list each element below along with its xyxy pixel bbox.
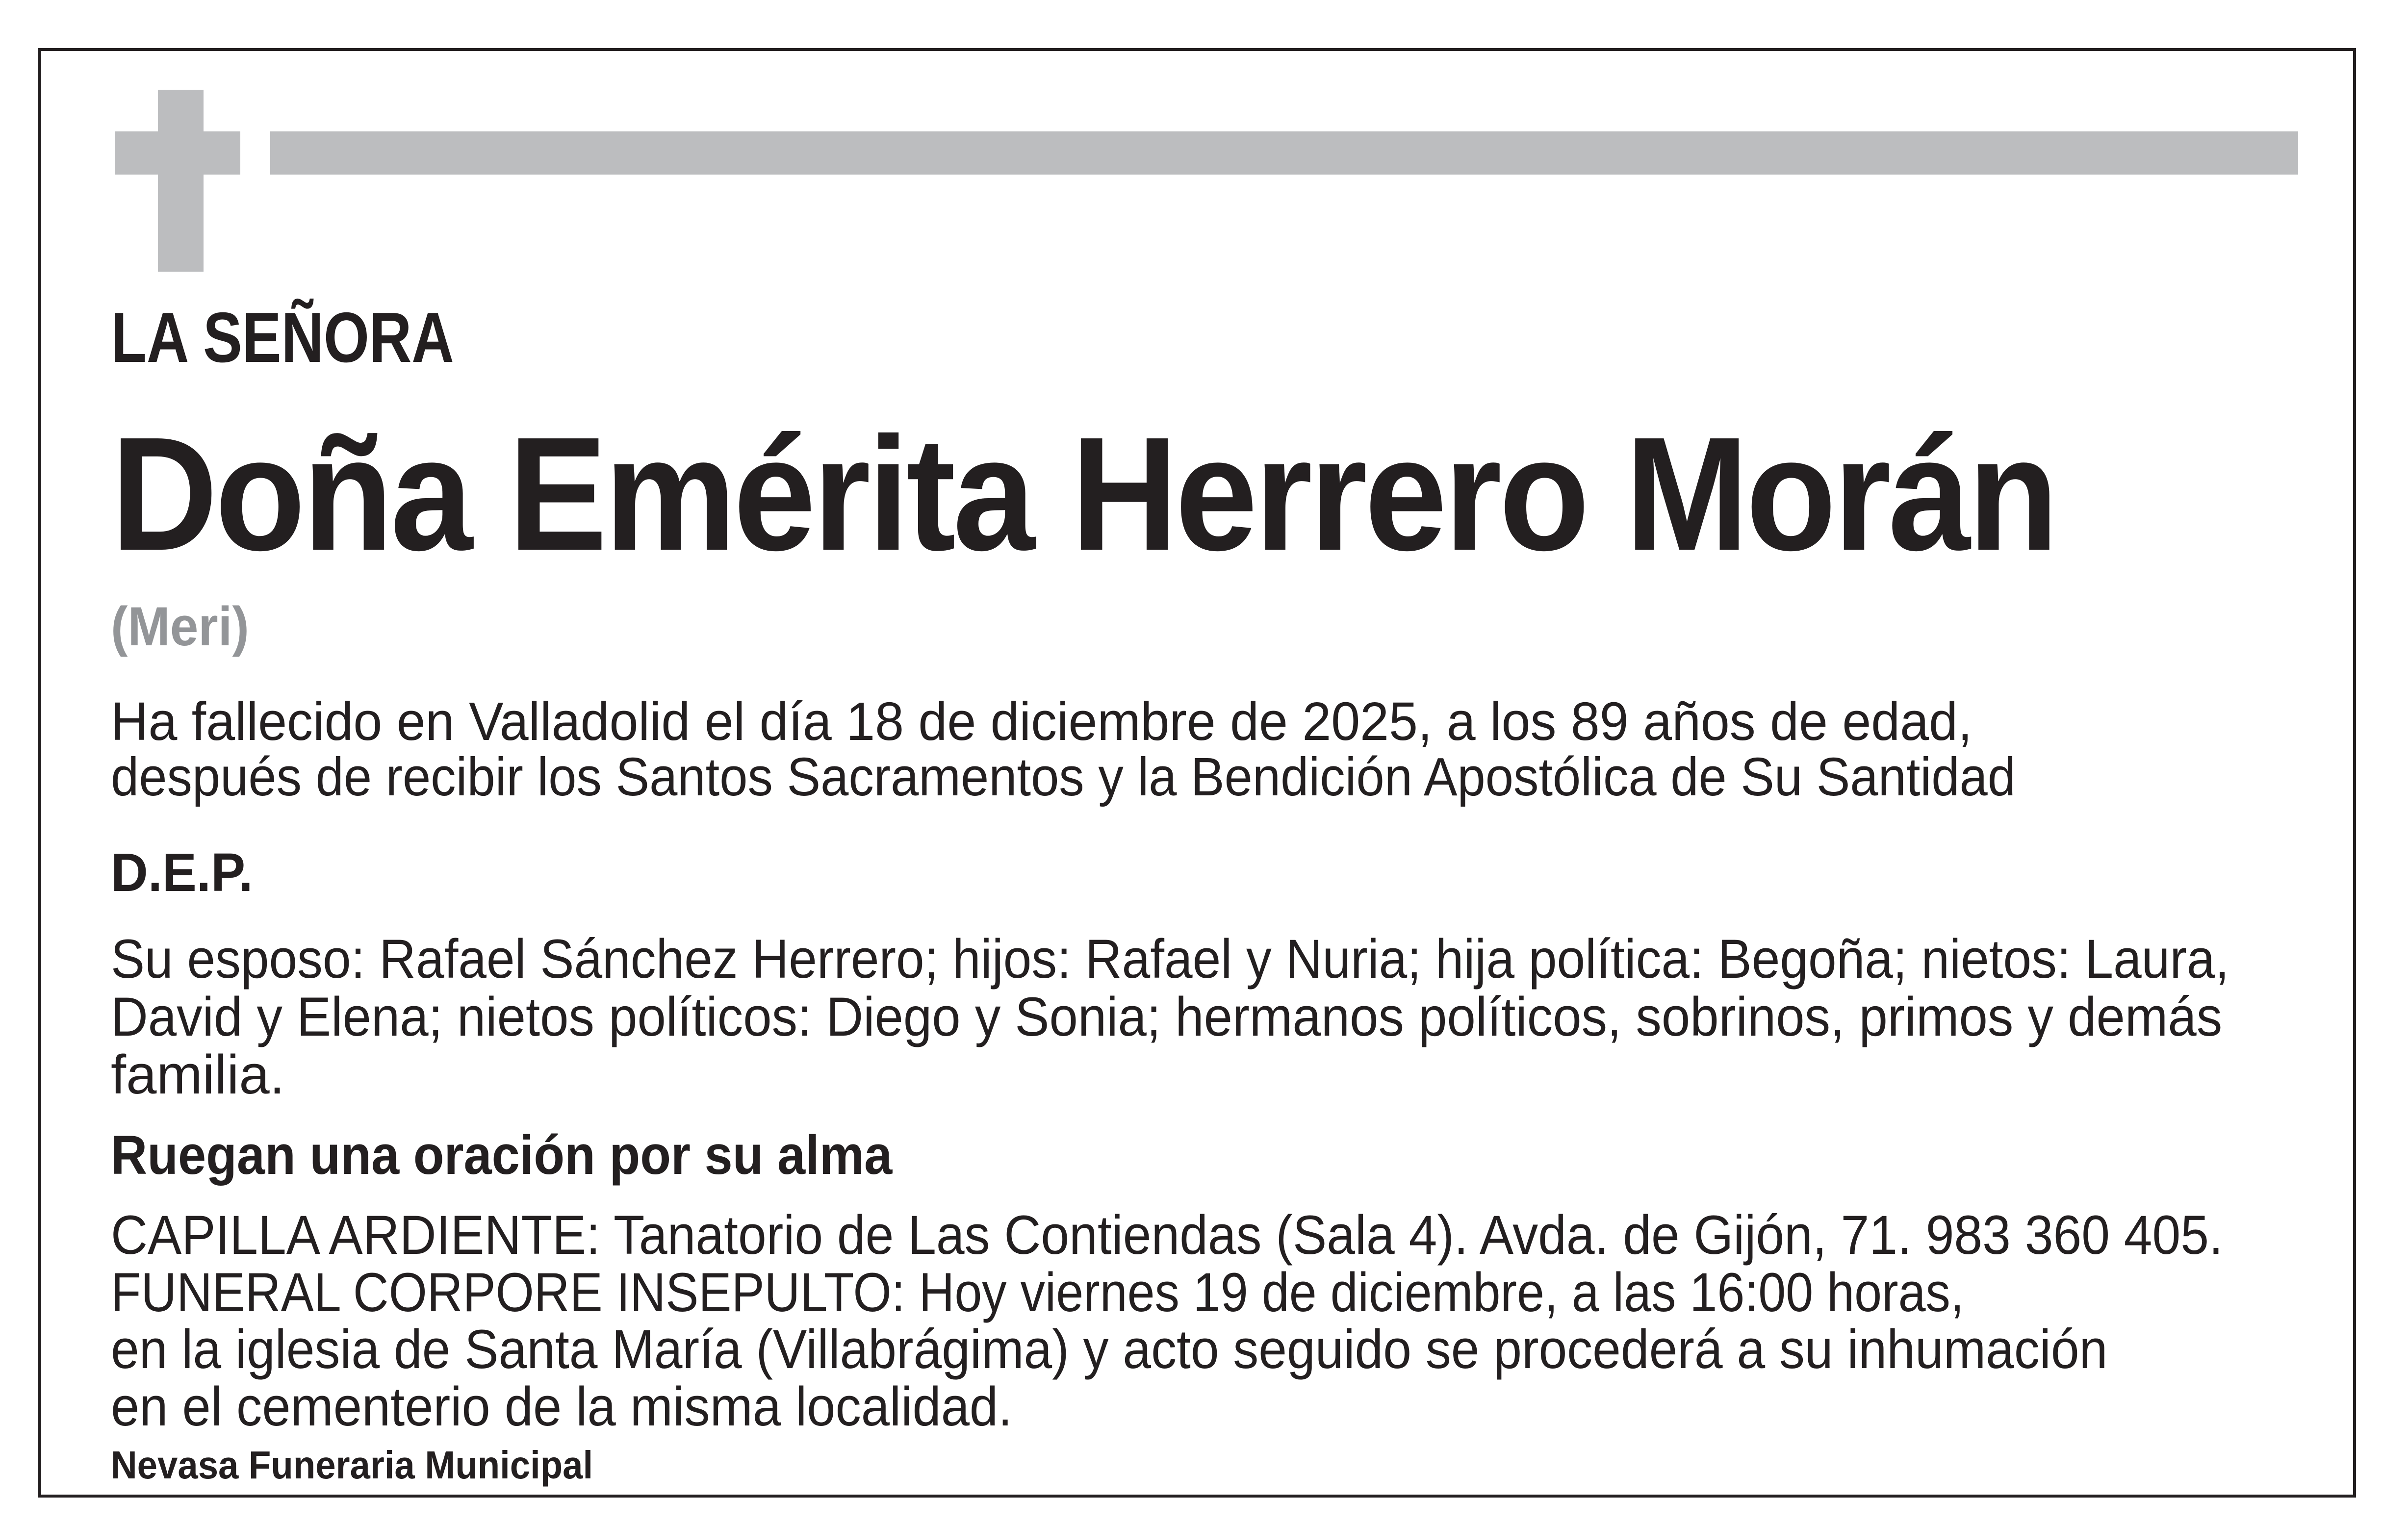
rip-label: D.E.P. — [111, 842, 253, 903]
cross-vertical-bar — [158, 90, 204, 272]
arrangements-line-1: CAPILLA ARDIENTE: Tanatorio de Las Contiendas (Sala 4). Avda. de Gijón, 71. 983 360 405. — [111, 1204, 2223, 1266]
deceased-name: Doña Emérita Herrero Morán — [111, 403, 2056, 584]
arrangements-line-3: en la iglesia de Santa María (Villabrágima) y acto seguido se procederá a su inhumación — [111, 1319, 2108, 1380]
funeral-home-signature: Nevasa Funeraria Municipal — [111, 1443, 593, 1487]
cross-horizontal-arm — [115, 131, 240, 175]
death-notice-line-1: Ha fallecido en Valladolid el día 18 de diciembre de 2025, a los 89 años de edad, — [111, 691, 1973, 752]
family-line-1: Su esposo: Rafael Sánchez Herrero; hijos: Rafael y Nuria; hija política: Begoña; nietos: Laura, — [111, 928, 2229, 990]
header-rule — [270, 131, 2298, 175]
family-line-3: familia. — [111, 1044, 285, 1105]
family-line-2: David y Elena; nietos políticos: Diego y Sonia; hermanos políticos, sobrinos, primos y demás — [111, 986, 2223, 1047]
nickname: (Meri) — [111, 596, 249, 657]
arrangements-line-4: en el cementerio de la misma localidad. — [111, 1376, 1013, 1437]
prayer-request: Ruegan una oración por su alma — [111, 1124, 893, 1186]
arrangements-line-2: FUNERAL CORPORE INSEPULTO: Hoy viernes 19 de diciembre, a las 16:00 horas, — [111, 1262, 1964, 1323]
title-prefix: LA SEÑORA — [111, 298, 454, 377]
death-notice-line-2: después de recibir los Santos Sacramentos y la Bendición Apostólica de Su Santidad — [111, 747, 2016, 807]
